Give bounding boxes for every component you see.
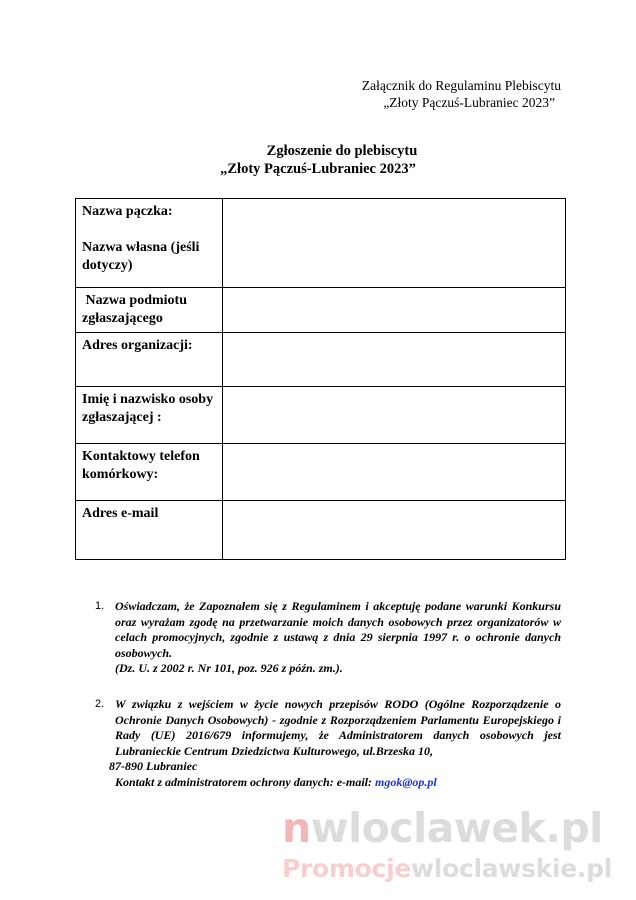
form-label-phone: Kontaktowy telefon komórkowy: [76,444,223,501]
attachment-header [362,77,561,111]
form-label-donut-name-a: Nazwa pączka: [82,204,173,219]
declaration-2-number: 2. [95,698,105,710]
form-label-address: Adres organizacji: [76,333,223,387]
declaration-2-text: W związku z wejściem w życie nowych przepisów RODO (Ogólne Rozporządzenie o Ochronie Danych Osobowych) - zgodnie z Rozporządzeniem Parlamentu Europejskiego i Rady (UE) 2016/679 informujemy, że Administratorem danych osobowych jest Lubranieckie Centrum Dziedzictwa Kulturowego, ul.Brzeska 10, [115,697,561,758]
admin-email-link[interactable]: mgok@op.pl [375,774,437,789]
declaration-2-contact [115,775,561,791]
form-row-person [76,387,566,444]
attachment-line-2: „Złoty Pączuś-Lubraniec 2023” [383,95,555,110]
watermark-line-2 [282,854,622,884]
application-form-table [75,198,566,560]
form-row-donut-name [76,199,566,288]
form-label-entity: Nazwa podmiotu zgłaszającego [76,288,223,333]
form-title-line-2: „Złoty Pączuś-Lubraniec 2023” [220,161,416,177]
form-field-email[interactable] [223,501,566,560]
form-row-entity [76,288,566,333]
form-title-line-1: Zgłoszenie do plebiscytu [266,143,418,159]
form-row-phone [76,444,566,501]
form-field-address[interactable] [223,333,566,387]
watermark-line-1 [282,806,622,850]
form-label-person: Imię i nazwisko osoby zgłaszającej : [76,387,223,444]
form-label-donut-name [76,199,223,288]
form-field-phone[interactable] [223,444,566,501]
watermark-line-2-accent: Promocje [282,854,411,883]
attachment-line-1: Załącznik do Regulaminu Plebiscytu [361,78,561,93]
watermark-line-1-accent: n [282,804,311,852]
form-field-donut-name[interactable] [223,199,566,288]
form-label-email: Adres e-mail [76,501,223,560]
declaration-1-text: Oświadczam, że Zapoznałem się z Regulaminem i akceptuję podane warunki Konkursu oraz wyrażam zgodę na przetwarzanie moich danych osobowych przez organizatorów w celach promocyjnych, zgodnie z ustawą z dnia 29 sierpnia 1997 r. o ochronie danych osobowych. [115,599,561,660]
declaration-1-number: 1. [95,600,105,612]
declaration-1-note: (Dz. U. z 2002 r. Nr 101, poz. 926 z późn. zm.). [115,661,343,675]
form-field-person[interactable] [223,387,566,444]
declaration-2 [95,697,561,790]
form-field-entity[interactable] [223,288,566,333]
declaration-2-contact-prefix: Kontakt z administratorem ochrony danych: e-mail: [115,774,376,789]
form-label-donut-name-b: Nazwa własna (jeśli dotyczy) [82,240,200,273]
form-row-address [76,333,566,387]
form-row-email [76,501,566,560]
form-title [0,142,636,178]
declaration-2-address: 87-890 Lubraniec [109,759,198,773]
watermark-line-2-rest: wloclawskie.pl [411,854,612,883]
watermark-line-1-rest: wloclawek.pl [310,804,603,852]
declaration-1 [95,599,561,677]
